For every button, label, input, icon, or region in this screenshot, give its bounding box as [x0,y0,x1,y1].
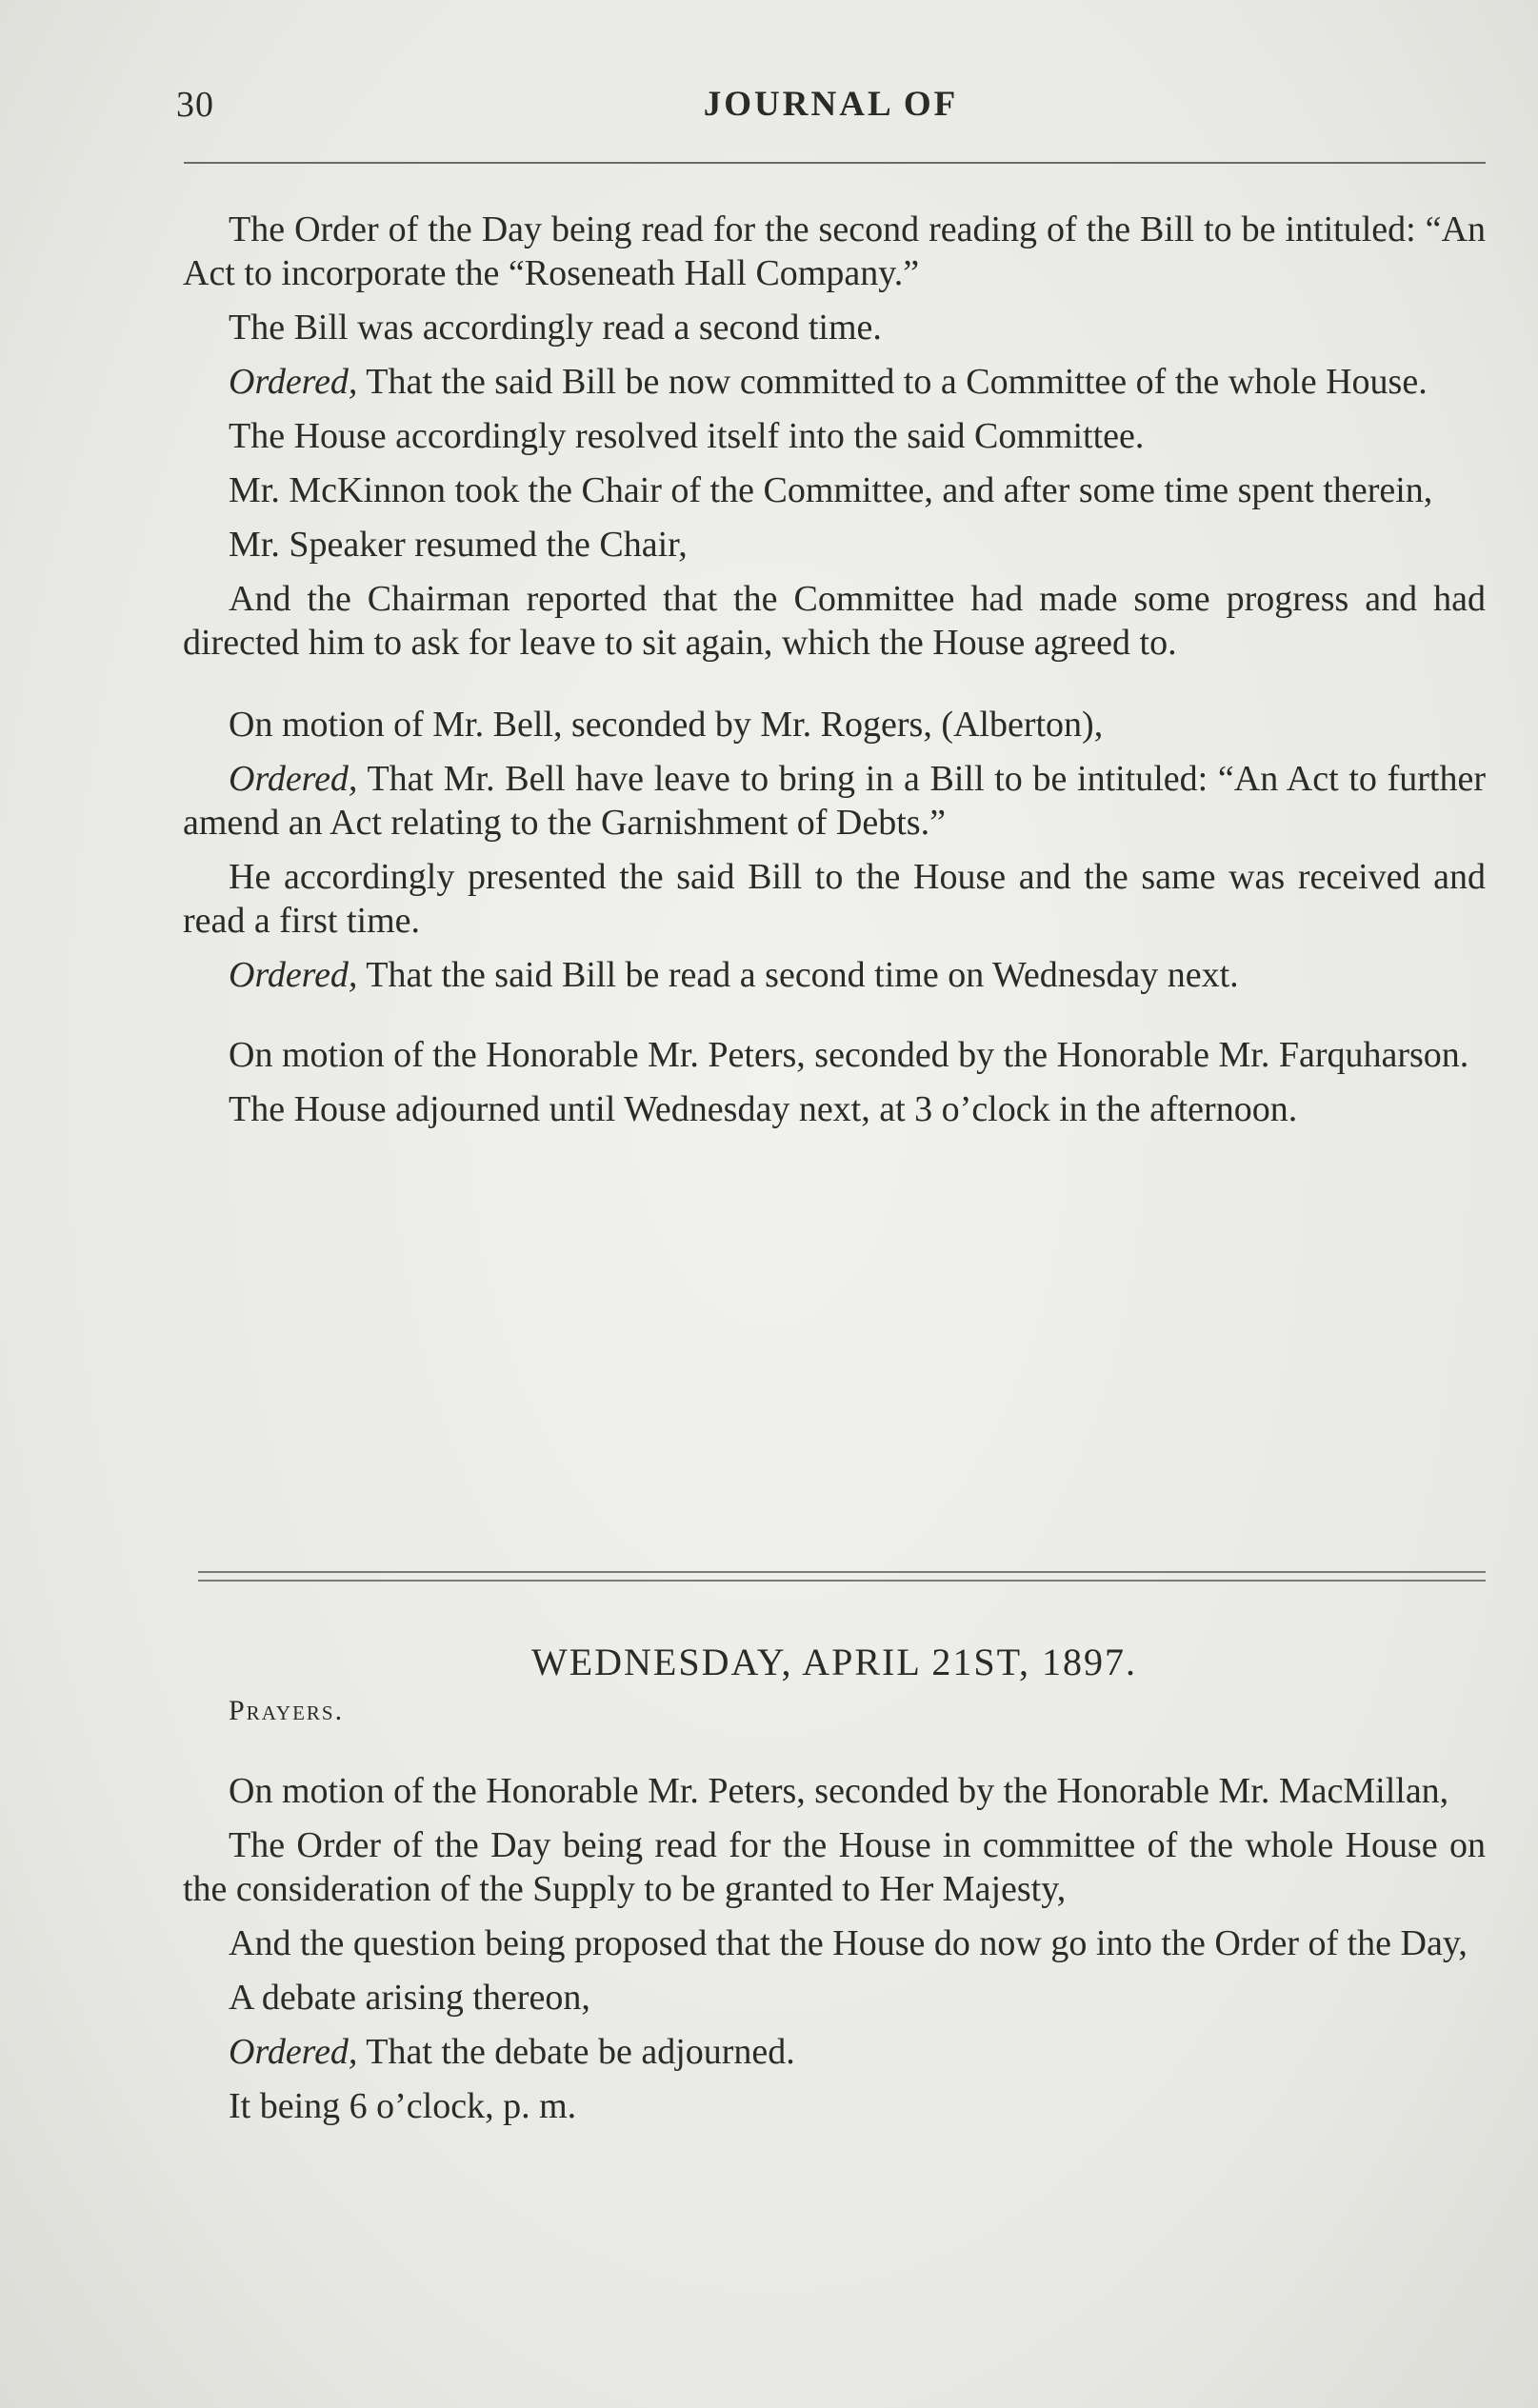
paragraph: The House adjourned until Wednesday next, at 3 o’clock in the afternoon. [229,1089,1298,1129]
paragraph: The Bill was accordingly read a second time. [229,308,882,348]
paragraph: The Order of the Day being read for the second reading of the Bill to be intituled: “An Act to incorporate the “Roseneath Hall Company.” [183,209,1486,293]
paragraph: It being 6 o’clock, p. m. [229,2086,577,2126]
paragraph: Mr. McKinnon took the Chair of the Committee, and after some time spent therein, [229,470,1433,510]
paragraph: Ordered, That the debate be adjourned. [229,2032,795,2072]
prayers-label: Prayers. [229,1695,345,1726]
paragraph: Ordered, That the said Bill be read a second time on Wednesday next. [229,955,1239,995]
day-heading: WEDNESDAY, APRIL 21ST, 1897. [530,1641,1138,1683]
paragraph: He accordingly presented the said Bill to the House and the same was received and read a first time. [183,857,1486,941]
page-number: 30 [176,85,214,125]
paragraph: On motion of the Honorable Mr. Peters, seconded by the Honorable Mr. MacMillan, [229,1771,1449,1811]
paragraph: Ordered, That the said Bill be now committed to a Committee of the whole House. [229,362,1428,402]
paragraph: The House accordingly resolved itself into the said Committee. [229,416,1145,456]
paragraph: On motion of the Honorable Mr. Peters, seconded by the Honorable Mr. Farquharson. [229,1035,1469,1075]
paragraph: Ordered, That Mr. Bell have leave to bring in a Bill to be intituled: “An Act to further amend an Act relating to the Garnishment of Debts.” [183,759,1486,843]
paragraph: On motion of Mr. Bell, seconded by Mr. Rogers, (Alberton), [229,705,1104,745]
journal-body-lower [183,1769,1486,2139]
section-double-rule [198,1571,1486,1582]
header-rule [184,162,1486,164]
paragraph: The Order of the Day being read for the House in committee of the whole House on the consideration of the Supply to be granted to Her Majesty, [183,1825,1486,1909]
page-header [176,84,1486,131]
paragraph: A debate arising thereon, [229,1978,590,2018]
running-head: JOURNAL OF [703,85,959,124]
paragraph: And the question being proposed that the House do now go into the Order of the Day, [229,1923,1468,1963]
paragraph: And the Chairman reported that the Committee had made some progress and had directed him to ask for leave to sit again, which the House agreed to. [183,579,1486,663]
journal-body-upper [183,208,1486,1142]
paragraph: Mr. Speaker resumed the Chair, [229,525,688,565]
